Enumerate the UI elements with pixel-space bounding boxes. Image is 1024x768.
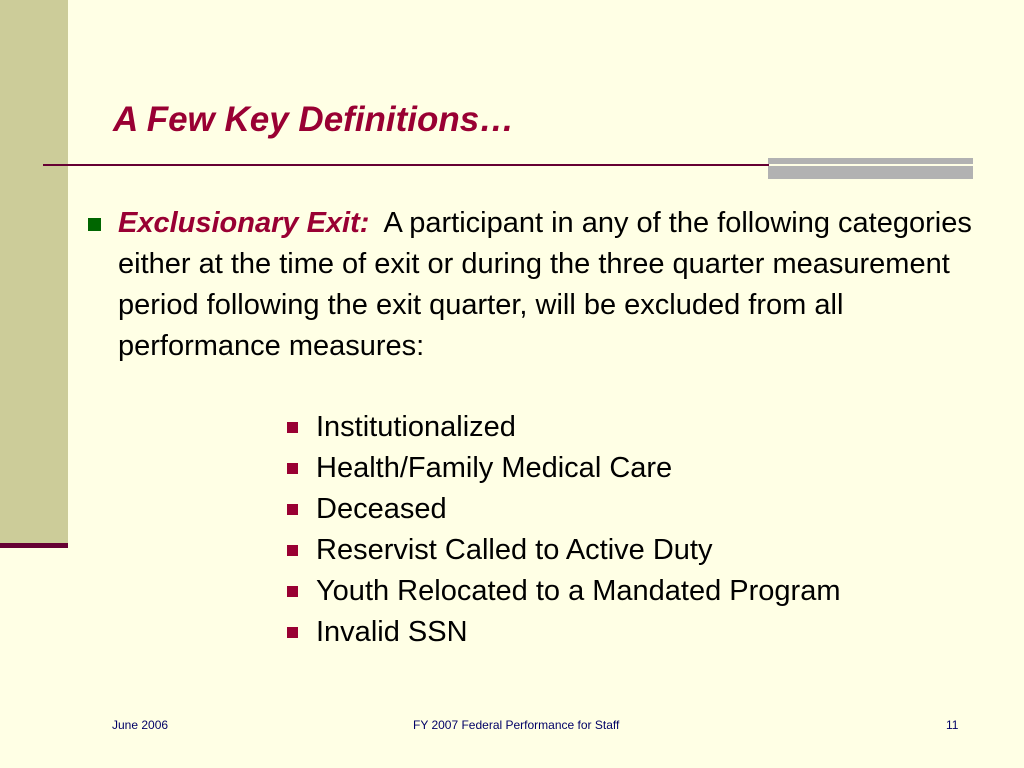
definition-body: A participant in any of the following categories either at the time of exit or during the three quarter measurement period following the exit quarter, will be excluded from all performance measures: [118,207,972,362]
square-bullet-icon [287,504,298,515]
list-item [287,407,841,448]
list-item [287,571,841,612]
list-item [287,612,841,653]
square-bullet-icon [287,422,298,433]
footer-title: FY 2007 Federal Performance for Staff [413,718,620,732]
list-item-label: Deceased [316,493,447,525]
footer-page-number: 11 [946,718,959,732]
list-item-label: Youth Relocated to a Mandated Program [316,575,841,607]
definition-term: Exclusionary Exit: [118,207,370,239]
list-item-label: Reservist Called to Active Duty [316,534,713,566]
list-item [287,489,841,530]
left-decorative-band [0,0,68,546]
gray-bar-top [768,158,973,164]
square-bullet-icon [287,627,298,638]
square-bullet-icon [287,586,298,597]
list-item [287,530,841,571]
list-item-label: Institutionalized [316,411,516,443]
left-band-underline [0,543,68,548]
exclusion-category-list [287,407,841,653]
decorative-gray-bars [768,158,973,179]
main-bullet-text [118,203,978,367]
list-item-label: Invalid SSN [316,616,468,648]
square-bullet-icon [287,545,298,556]
square-bullet-icon [88,218,101,231]
square-bullet-icon [287,463,298,474]
title-divider-rule [43,164,769,166]
list-item-label: Health/Family Medical Care [316,452,673,484]
footer-date: June 2006 [112,718,169,732]
slide-title: A Few Key Definitions… [113,100,515,139]
list-item [287,448,841,489]
gray-bar-bottom [768,166,973,179]
